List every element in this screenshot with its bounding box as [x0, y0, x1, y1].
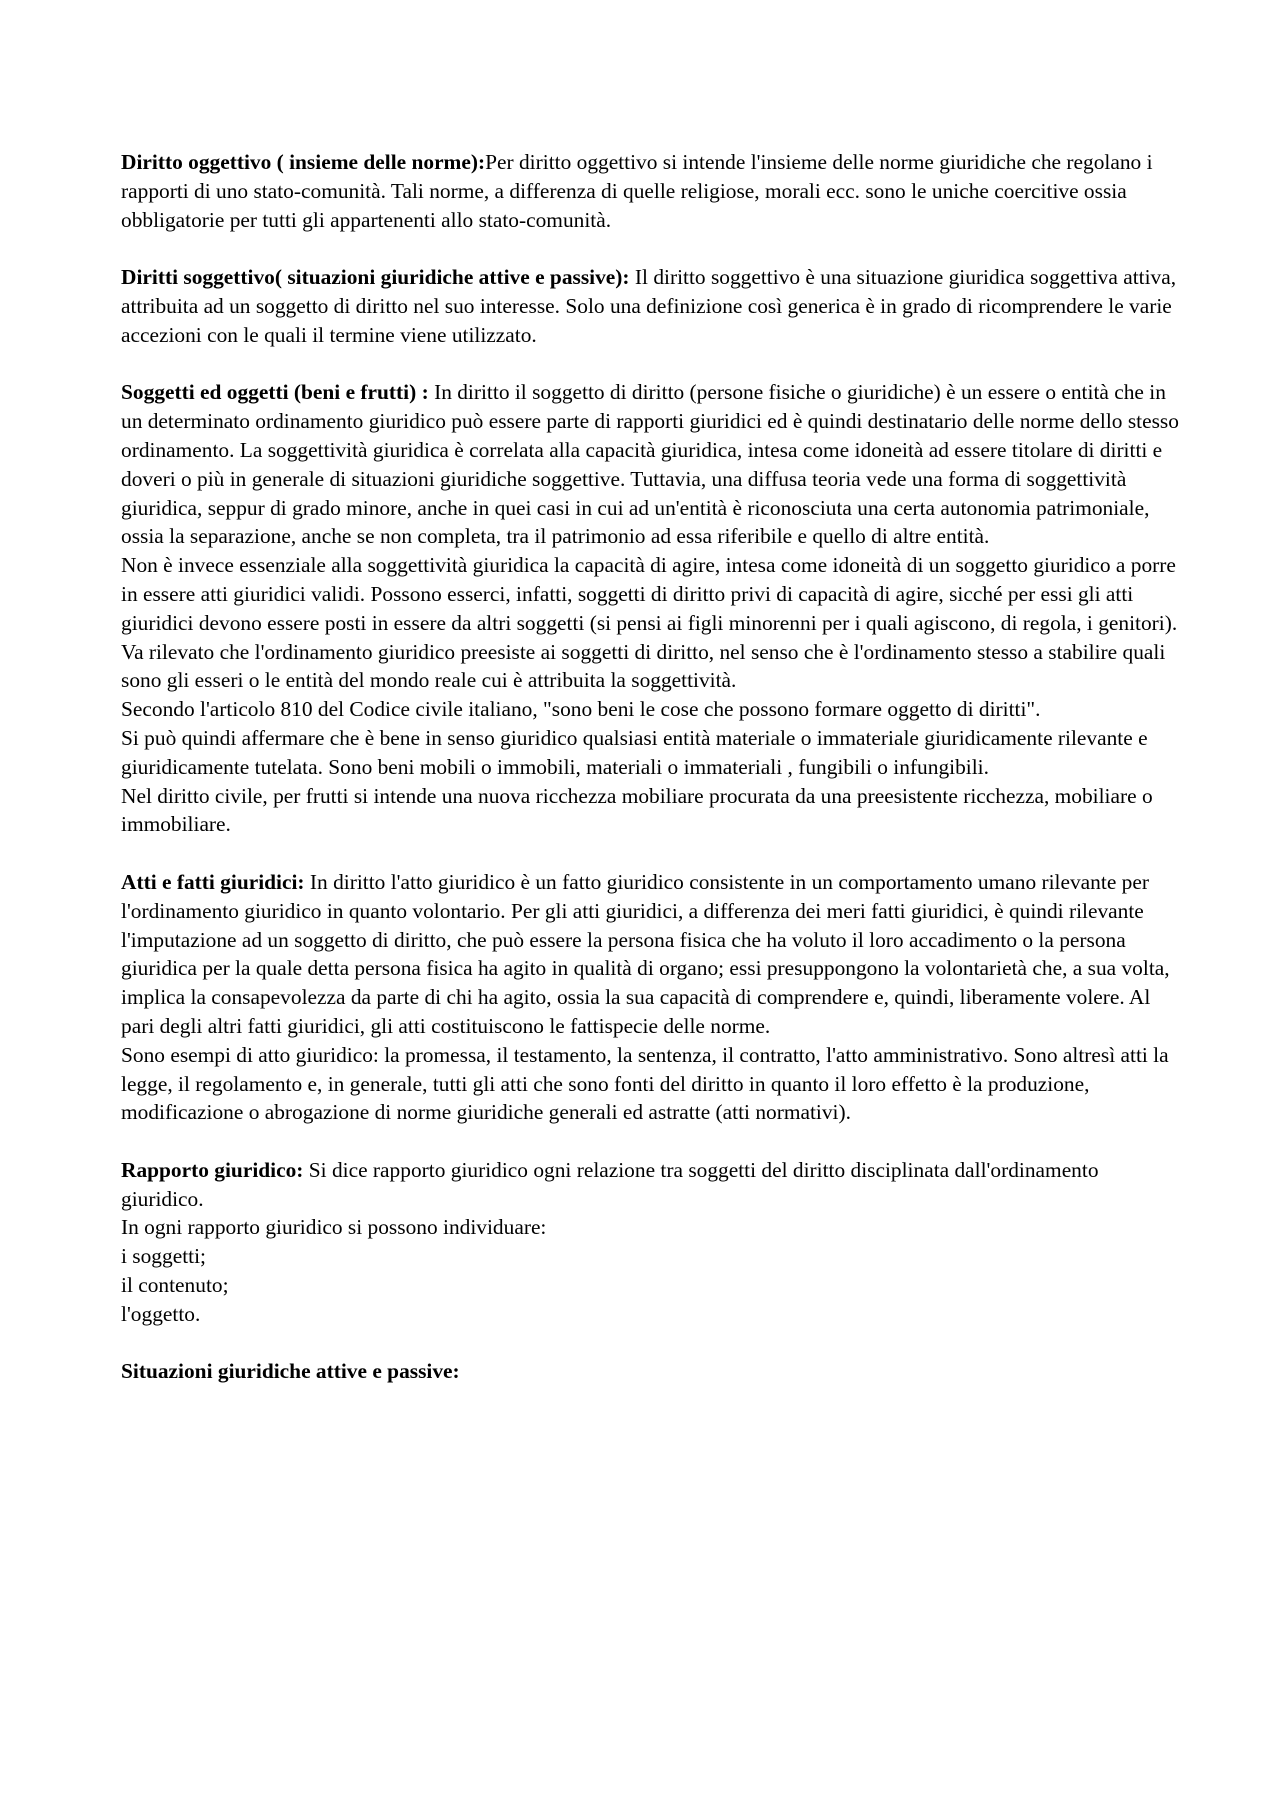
section-paragraph — [121, 378, 1181, 551]
section-text: In diritto il soggetto di diritto (persone fisiche o giuridiche) è un essere o entità che in un determinato ordinamento giuridico può essere parte di rapporti giuridici ed è quindi destinatario delle norme dello stesso ordinamento. La soggettività giuridica è correlata alla capacità giuridica, intesa come idoneità ad essere titolare di diritti e doveri o più in generale di situazioni giuridiche soggettive. Tuttavia, una diffusa teoria vede una forma di soggettività giuridica, seppur di grado minore, anche in quei casi in cui ad un'entità è riconosciuta una certa autonomia patrimoniale, ossia la separazione, anche se non completa, tra il patrimonio ad essa riferibile e quello di altre entità. — [121, 380, 1179, 549]
section-paragraph — [121, 263, 1181, 349]
section-paragraph — [121, 1357, 1181, 1386]
section-paragraph: Secondo l'articolo 810 del Codice civile italiano, "sono beni le cose che possono formare oggetto di diritti". — [121, 697, 1041, 722]
section-diritto-oggettivo — [121, 148, 1181, 234]
section-heading: Diritto oggettivo ( insieme delle norme): — [121, 150, 486, 174]
section-rapporto-giuridico — [121, 1156, 1181, 1329]
section-text: Per diritto oggettivo si intende l'insieme delle norme giuridiche che regolano i rapporti di uno stato-comunità. Tali norme, a differenza di quelle religiose, morali ecc. sono le uniche coercitive ossia obbligatorie per tutti gli appartenenti allo stato-comunità. — [121, 150, 1153, 232]
section-heading: Rapporto giuridico: — [121, 1157, 304, 1182]
list-item: i soggetti; — [121, 1244, 206, 1269]
section-paragraph: Sono esempi di atto giuridico: la promessa, il testamento, la sentenza, il contratto, l'atto amministrativo. Sono altresì atti la legge, il regolamento e, in generale, tutti gli atti che sono fonti del diritto in quanto il loro effetto è la produzione, modificazione o abrogazione di norme giuridiche generali ed astratte (atti normativi). — [121, 1042, 1169, 1125]
section-paragraph — [121, 148, 1181, 234]
section-heading: Soggetti ed oggetti (beni e frutti) : — [121, 380, 429, 405]
section-paragraph: Va rilevato che l'ordinamento giuridico preesiste ai soggetti di diritto, nel senso che è l'ordinamento stesso a stabilire quali sono gli esseri o le entità del mondo reale cui è attribuita la soggettività. — [121, 639, 1166, 693]
section-paragraph — [121, 1156, 1181, 1214]
section-diritti-soggettivo — [121, 263, 1181, 349]
document-page — [121, 148, 1181, 1415]
section-atti-e-fatti-giuridici — [121, 868, 1181, 1127]
section-paragraph: Si può quindi affermare che è bene in senso giuridico qualsiasi entità materiale o immateriale giuridicamente rilevante e giuridicamente tutelata. Sono beni mobili o immobili, materiali o immateriali , fungibili o infungibili. — [121, 725, 1148, 779]
section-text: Il diritto soggettivo è una situazione giuridica soggettiva attiva, attribuita ad un soggetto di diritto nel suo interesse. Solo una definizione così generica è in grado di ricomprendere le varie accezioni con le quali il termine viene utilizzato. — [121, 265, 1177, 347]
section-paragraph — [121, 868, 1181, 1041]
section-heading: Diritti soggettivo( situazioni giuridiche attive e passive): — [121, 265, 630, 290]
section-heading: Atti e fatti giuridici: — [121, 869, 305, 894]
section-heading: Situazioni giuridiche attive e passive: — [121, 1359, 460, 1384]
section-situazioni-giuridiche — [121, 1357, 1181, 1386]
section-text: Si dice rapporto giuridico ogni relazione tra soggetti del diritto disciplinata dall'ordinamento giuridico. — [121, 1157, 1099, 1211]
list-item: il contenuto; — [121, 1273, 229, 1298]
section-paragraph: In ogni rapporto giuridico si possono individuare: — [121, 1215, 547, 1240]
section-paragraph: Non è invece essenziale alla soggettività giuridica la capacità di agire, intesa come idoneità di un soggetto giuridico a porre in essere atti giuridici validi. Possono esserci, infatti, soggetti di diritto privi di capacità di agire, sicché per essi gli atti giuridici devono essere posti in essere da altri soggetti (si pensi ai figli minorenni per i quali agiscono, di regola, i genitori). — [121, 553, 1178, 635]
section-text: In diritto l'atto giuridico è un fatto giuridico consistente in un comportamento umano rilevante per l'ordinamento giuridico in quanto volontario. Per gli atti giuridici, a differenza dei meri fatti giuridici, è quindi rilevante l'imputazione ad un soggetto di diritto, che può essere la persona fisica che ha voluto il loro accadimento o la persona giuridica per la quale detta persona fisica ha agito in qualità di organo; essi presuppongono la volontarietà che, a sua volta, implica la consapevolezza da parte di chi ha agito, ossia la sua capacità di comprendere e, quindi, liberamente volere. Al pari degli altri fatti giuridici, gli atti costituiscono le fattispecie delle norme. — [121, 869, 1170, 1038]
section-paragraph: Nel diritto civile, per frutti si intende una nuova ricchezza mobiliare procurata da una preesistente ricchezza, mobiliare o immobiliare. — [121, 783, 1153, 837]
list-item: l'oggetto. — [121, 1301, 201, 1326]
section-soggetti-ed-oggetti — [121, 378, 1181, 839]
